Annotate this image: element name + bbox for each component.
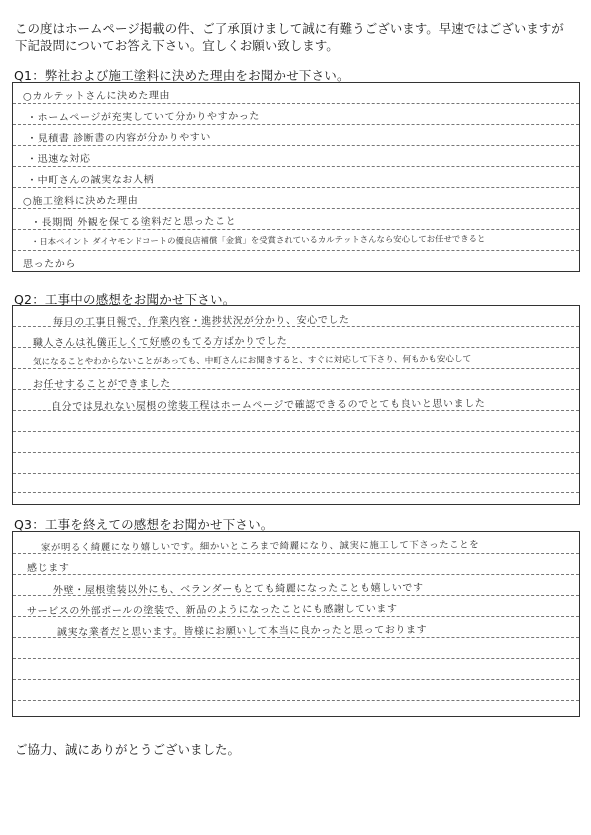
answer-line	[13, 431, 579, 432]
answer-line	[13, 473, 579, 474]
answer-text: ○カルテットさんに決めた理由	[22, 90, 171, 103]
question-1-title: Q1：弊社および施工塗料に決めた理由をお聞かせ下さい。	[14, 68, 350, 83]
answer-line	[13, 658, 579, 659]
answer-text: 外壁・屋根塗装以外にも、ベランダーもとても綺麗になったことも嬉しいです	[52, 582, 424, 597]
answer-text: 毎日の工事日報で、作業内容・進捗状況が分かり、安心でした	[52, 314, 350, 329]
answer-line	[13, 229, 579, 230]
answer-line	[13, 368, 579, 369]
answer-text: ・長期間 外観を保てる塗料だと思ったこと	[30, 216, 237, 229]
answer-text: 家が明るく綺麗になり嬉しいです。細かいところまで綺麗になり、誠実に施工して下さったことを	[40, 539, 480, 554]
answer-line	[13, 187, 579, 188]
answer-line	[13, 574, 579, 575]
answer-text: 自分では見れない屋根の塗装工程はホームページで確認できるのでとても良いと思いました	[50, 398, 486, 413]
question-3-title: Q3：工事を終えての感想をお聞かせ下さい。	[14, 517, 274, 532]
question-1-answer-box	[12, 82, 580, 272]
question-2-title: Q2：工事中の感想をお聞かせ下さい。	[14, 292, 236, 307]
answer-line	[13, 492, 579, 493]
answer-line	[13, 145, 579, 146]
answer-text: 職人さんは礼儀正しくて好感のもてる方ばかりでした	[32, 336, 288, 349]
closing-text: ご協力、誠にありがとうございました。	[15, 742, 241, 757]
answer-line	[13, 208, 579, 209]
answer-text: ・見積書 診断書の内容が分かりやすい	[26, 132, 212, 145]
answer-line	[13, 124, 579, 125]
answer-text: お任せすることができました	[32, 378, 171, 391]
question-3-answer-box	[12, 531, 580, 717]
answer-line	[13, 103, 579, 104]
question-2-answer-box	[12, 305, 580, 505]
intro-line-1: この度はホームページ掲載の件、ご了承頂けまして誠に有難うございます。早速ではございますが	[15, 21, 564, 36]
answer-line	[13, 553, 579, 554]
answer-text: 気になることやわからないことがあっても、中町さんにお聞きすると、すぐに対応して下さり、何もかも安心して	[32, 354, 472, 368]
answer-text: 思ったから	[22, 258, 77, 271]
answer-text: サービスの外部ポールの塗装で、新品のようになったことにも感謝しています	[26, 603, 398, 618]
answer-text: ・中町さんの誠実なお人柄	[26, 174, 155, 187]
answer-text: 感じます	[26, 562, 70, 575]
intro-text	[15, 20, 580, 54]
intro-line-2: 下記設問についてお答え下さい。宜しくお願い致します。	[15, 38, 339, 53]
answer-text: ・日本ペイント ダイヤモンドコートの優良店補償「金賞」を受賞されているカルテットさんなら安心してお任せできると	[30, 233, 486, 247]
answer-line	[13, 452, 579, 453]
answer-text: ・迅速な対応	[26, 153, 91, 166]
answer-line	[13, 700, 579, 701]
answer-line	[13, 166, 579, 167]
answer-text: 誠実な業者だと思います。皆様にお願いして本当に良かったと思っております	[56, 624, 428, 639]
answer-line	[13, 250, 579, 251]
answer-text: ・ホームページが充実していて分かりやすかった	[26, 111, 261, 124]
answer-text: ○施工塗料に決めた理由	[22, 195, 139, 208]
answer-line	[13, 679, 579, 680]
